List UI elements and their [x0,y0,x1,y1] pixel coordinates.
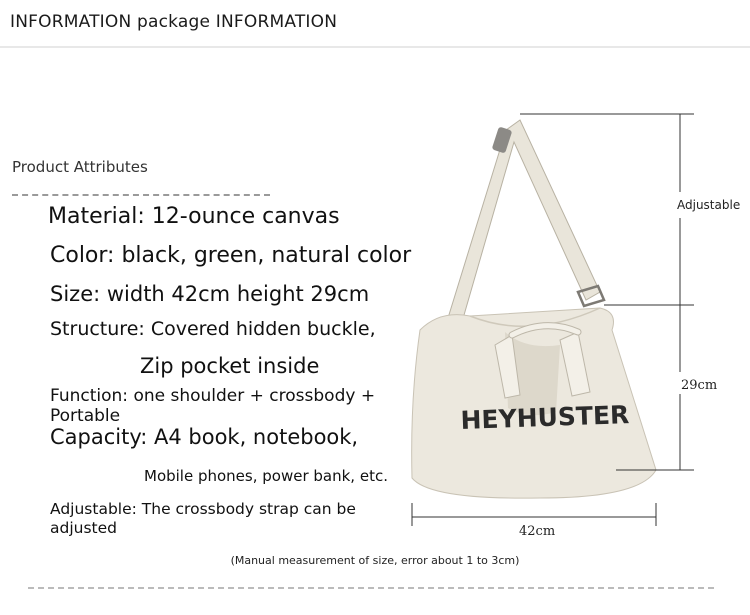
bag-print-text: HEYHUSTER [460,400,630,435]
attr-capacity: Capacity: A4 book, notebook, [50,425,359,449]
shoulder-strap [448,120,604,322]
product-image [400,105,745,535]
attr-capacity-continued: Mobile phones, power bank, etc. [144,467,388,485]
section-title: Product Attributes [12,158,148,176]
width-dimension-label: 42cm [519,524,556,539]
attr-structure-continued: Zip pocket inside [140,354,320,378]
footer-divider [28,587,714,589]
strap-dimension-label: Adjustable [677,198,741,212]
attr-function: Function: one shoulder + crossbody + Portable [50,386,376,426]
page-header [0,0,750,48]
attr-adjustable: Adjustable: The crossbody strap can be adjusted [50,500,356,537]
header-title: INFORMATION package INFORMATION [10,12,338,32]
height-dimension-label: 29cm [681,378,718,393]
attr-material: Material: 12-ounce canvas [48,204,340,229]
measurement-note: (Manual measurement of size, error about 1 to 3cm) [230,554,520,567]
attr-structure: Structure: Covered hidden buckle, [50,318,376,340]
title-divider [12,194,270,196]
attr-color: Color: black, green, natural color [50,243,412,268]
attr-size: Size: width 42cm height 29cm [50,282,370,306]
